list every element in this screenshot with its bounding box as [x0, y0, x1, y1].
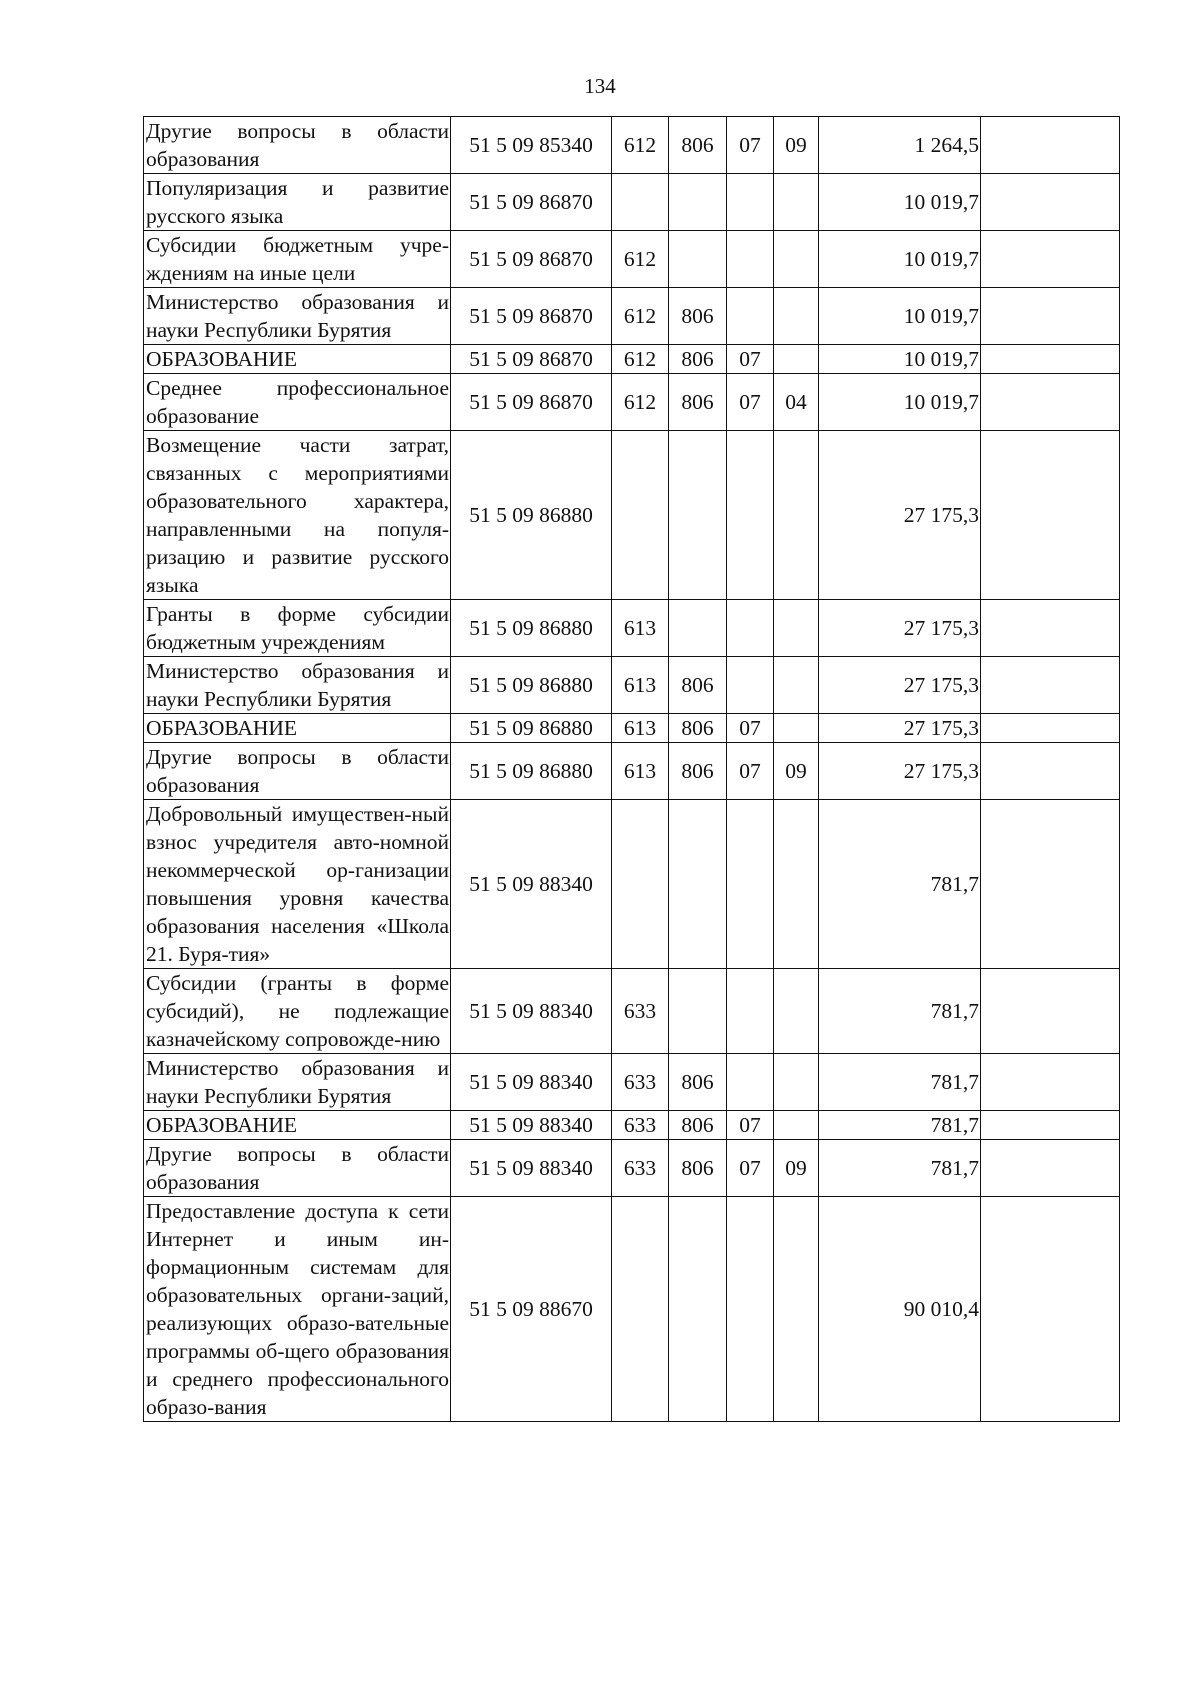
extra-cell: [981, 117, 1120, 174]
name-cell: ОБРАЗОВАНИЕ: [144, 714, 451, 743]
ministry-code-cell: 806: [669, 288, 727, 345]
extra-cell: [981, 431, 1120, 600]
extra-cell: [981, 600, 1120, 657]
amount-cell: 781,7: [819, 1054, 981, 1111]
amount-cell: 781,7: [819, 1111, 981, 1140]
target-code-cell: 51 5 09 86880: [451, 657, 612, 714]
section-cell: 07: [727, 345, 774, 374]
ministry-code-cell: 806: [669, 657, 727, 714]
amount-cell: 1 264,5: [819, 117, 981, 174]
ministry-code-cell: 806: [669, 1111, 727, 1140]
extra-cell: [981, 1140, 1120, 1197]
ministry-code-cell: 806: [669, 1140, 727, 1197]
amount-cell: 10 019,7: [819, 374, 981, 431]
subsection-cell: [774, 345, 819, 374]
subsection-cell: 09: [774, 117, 819, 174]
target-code-cell: 51 5 09 88340: [451, 800, 612, 969]
extra-cell: [981, 288, 1120, 345]
target-code-cell: 51 5 09 86880: [451, 714, 612, 743]
name-cell: Предоставление доступа к сети Интернет и иным ин-формационным системам для образовательных органи-заций, реализующих образо-вательные программы об-щего образования и среднего профессионального образо-вания: [144, 1197, 451, 1422]
target-code-cell: 51 5 09 86880: [451, 431, 612, 600]
target-code-cell: 51 5 09 88340: [451, 1054, 612, 1111]
name-cell: Другие вопросы в области образования: [144, 117, 451, 174]
amount-cell: 10 019,7: [819, 174, 981, 231]
table-row: [144, 800, 1120, 969]
amount-cell: 10 019,7: [819, 345, 981, 374]
extra-cell: [981, 374, 1120, 431]
name-cell: Возмещение части затрат, связанных с мероприятиями образовательного характера, направленными на популя-ризацию и развитие русского языка: [144, 431, 451, 600]
expense-type-cell: [612, 174, 669, 231]
ministry-code-cell: 806: [669, 1054, 727, 1111]
name-cell: Субсидии (гранты в форме субсидий), не подлежащие казначейскому сопровожде-нию: [144, 969, 451, 1054]
name-cell: Среднее профессиональное образование: [144, 374, 451, 431]
expense-type-cell: 633: [612, 1111, 669, 1140]
ministry-code-cell: 806: [669, 714, 727, 743]
extra-cell: [981, 174, 1120, 231]
expense-type-cell: 633: [612, 1140, 669, 1197]
expense-type-cell: 612: [612, 345, 669, 374]
ministry-code-cell: [669, 174, 727, 231]
section-cell: [727, 657, 774, 714]
table-row: [144, 969, 1120, 1054]
ministry-code-cell: [669, 231, 727, 288]
table-row: [144, 117, 1120, 174]
table-row: [144, 174, 1120, 231]
expense-type-cell: 613: [612, 600, 669, 657]
section-cell: 07: [727, 1140, 774, 1197]
expense-type-cell: 612: [612, 374, 669, 431]
subsection-cell: [774, 174, 819, 231]
target-code-cell: 51 5 09 85340: [451, 117, 612, 174]
section-cell: [727, 231, 774, 288]
section-cell: [727, 600, 774, 657]
target-code-cell: 51 5 09 86880: [451, 743, 612, 800]
amount-cell: 781,7: [819, 969, 981, 1054]
table-row: [144, 714, 1120, 743]
amount-cell: 27 175,3: [819, 431, 981, 600]
subsection-cell: [774, 800, 819, 969]
target-code-cell: 51 5 09 86880: [451, 600, 612, 657]
target-code-cell: 51 5 09 88670: [451, 1197, 612, 1422]
expense-type-cell: 633: [612, 969, 669, 1054]
name-cell: ОБРАЗОВАНИЕ: [144, 1111, 451, 1140]
expense-type-cell: 613: [612, 714, 669, 743]
subsection-cell: [774, 1054, 819, 1111]
extra-cell: [981, 800, 1120, 969]
section-cell: [727, 288, 774, 345]
target-code-cell: 51 5 09 86870: [451, 231, 612, 288]
name-cell: Министерство образования и науки Республики Бурятия: [144, 657, 451, 714]
subsection-cell: 09: [774, 1140, 819, 1197]
extra-cell: [981, 657, 1120, 714]
expense-type-cell: [612, 800, 669, 969]
section-cell: [727, 1197, 774, 1422]
name-cell: Министерство образования и науки Республики Бурятия: [144, 288, 451, 345]
budget-table-body: [144, 117, 1120, 1422]
extra-cell: [981, 345, 1120, 374]
subsection-cell: [774, 969, 819, 1054]
table-row: [144, 600, 1120, 657]
table-row: [144, 1140, 1120, 1197]
ministry-code-cell: 806: [669, 117, 727, 174]
target-code-cell: 51 5 09 86870: [451, 174, 612, 231]
expense-type-cell: 612: [612, 231, 669, 288]
section-cell: 07: [727, 743, 774, 800]
section-cell: 07: [727, 1111, 774, 1140]
table-row: [144, 743, 1120, 800]
target-code-cell: 51 5 09 86870: [451, 345, 612, 374]
amount-cell: 27 175,3: [819, 714, 981, 743]
expense-type-cell: 633: [612, 1054, 669, 1111]
expense-type-cell: [612, 1197, 669, 1422]
amount-cell: 27 175,3: [819, 743, 981, 800]
table-row: [144, 288, 1120, 345]
ministry-code-cell: [669, 431, 727, 600]
name-cell: Другие вопросы в области образования: [144, 743, 451, 800]
name-cell: Популяризация и развитие русского языка: [144, 174, 451, 231]
extra-cell: [981, 1054, 1120, 1111]
amount-cell: 10 019,7: [819, 231, 981, 288]
extra-cell: [981, 743, 1120, 800]
subsection-cell: [774, 1111, 819, 1140]
amount-cell: 27 175,3: [819, 657, 981, 714]
section-cell: [727, 969, 774, 1054]
name-cell: Субсидии бюджетным учре-ждениям на иные цели: [144, 231, 451, 288]
budget-table: [143, 116, 1120, 1422]
ministry-code-cell: [669, 969, 727, 1054]
extra-cell: [981, 231, 1120, 288]
table-row: [144, 1197, 1120, 1422]
subsection-cell: [774, 1197, 819, 1422]
table-row: [144, 1111, 1120, 1140]
table-row: [144, 374, 1120, 431]
target-code-cell: 51 5 09 86870: [451, 288, 612, 345]
section-cell: [727, 174, 774, 231]
expense-type-cell: [612, 431, 669, 600]
name-cell: Министерство образования и науки Республики Бурятия: [144, 1054, 451, 1111]
name-cell: Добровольный имуществен-ный взнос учредителя авто-номной некоммерческой ор-ганизации повышения уровня качества образования населения «Школа 21. Буря-тия»: [144, 800, 451, 969]
amount-cell: 10 019,7: [819, 288, 981, 345]
section-cell: [727, 800, 774, 969]
subsection-cell: [774, 600, 819, 657]
name-cell: Другие вопросы в области образования: [144, 1140, 451, 1197]
subsection-cell: [774, 288, 819, 345]
amount-cell: 781,7: [819, 1140, 981, 1197]
section-cell: 07: [727, 117, 774, 174]
subsection-cell: [774, 714, 819, 743]
expense-type-cell: 612: [612, 288, 669, 345]
ministry-code-cell: [669, 800, 727, 969]
target-code-cell: 51 5 09 88340: [451, 1111, 612, 1140]
subsection-cell: 09: [774, 743, 819, 800]
extra-cell: [981, 1111, 1120, 1140]
amount-cell: 781,7: [819, 800, 981, 969]
subsection-cell: [774, 431, 819, 600]
ministry-code-cell: 806: [669, 743, 727, 800]
ministry-code-cell: [669, 1197, 727, 1422]
amount-cell: 90 010,4: [819, 1197, 981, 1422]
subsection-cell: 04: [774, 374, 819, 431]
subsection-cell: [774, 657, 819, 714]
expense-type-cell: 613: [612, 743, 669, 800]
target-code-cell: 51 5 09 86870: [451, 374, 612, 431]
name-cell: Гранты в форме субсидии бюджетным учреждениям: [144, 600, 451, 657]
ministry-code-cell: 806: [669, 345, 727, 374]
target-code-cell: 51 5 09 88340: [451, 969, 612, 1054]
table-row: [144, 657, 1120, 714]
target-code-cell: 51 5 09 88340: [451, 1140, 612, 1197]
extra-cell: [981, 714, 1120, 743]
table-row: [144, 345, 1120, 374]
subsection-cell: [774, 231, 819, 288]
ministry-code-cell: [669, 600, 727, 657]
ministry-code-cell: 806: [669, 374, 727, 431]
table-row: [144, 431, 1120, 600]
name-cell: ОБРАЗОВАНИЕ: [144, 345, 451, 374]
section-cell: 07: [727, 374, 774, 431]
amount-cell: 27 175,3: [819, 600, 981, 657]
extra-cell: [981, 1197, 1120, 1422]
section-cell: [727, 1054, 774, 1111]
page-number: 134: [584, 74, 616, 98]
table-row: [144, 1054, 1120, 1111]
section-cell: 07: [727, 714, 774, 743]
section-cell: [727, 431, 774, 600]
table-row: [144, 231, 1120, 288]
expense-type-cell: 612: [612, 117, 669, 174]
expense-type-cell: 613: [612, 657, 669, 714]
extra-cell: [981, 969, 1120, 1054]
